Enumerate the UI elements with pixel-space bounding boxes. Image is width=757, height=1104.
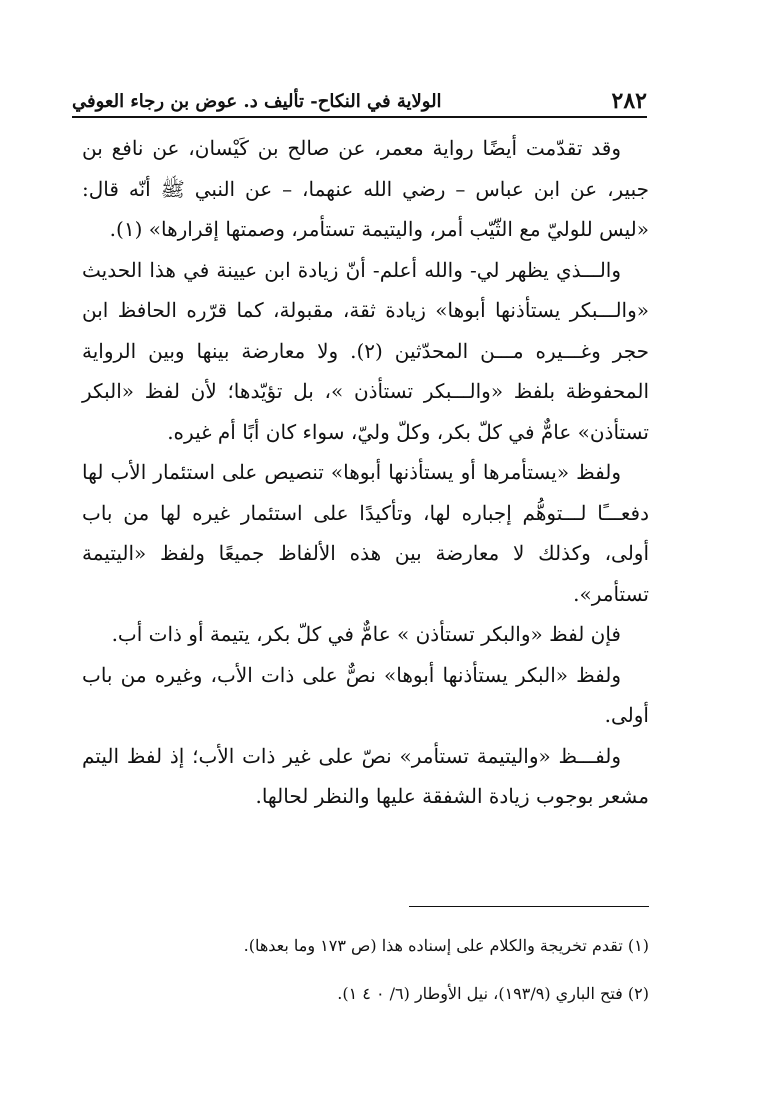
text-line: مشعر بوجوب زيادة الشفقة عليها والنظر لحالها. — [255, 784, 649, 808]
text-line: «والـــبكر يستأذنها أبوها» زيادة ثقة، مقبولة، كما قرّره الحافظ ابن حجر — [82, 298, 649, 363]
text-line: ولفظ «يستأمرها أو يستأذنها أبوها» تنصيص على استئمار الأب لها — [82, 460, 621, 484]
text-line: وقد تقدّمت أيضًا رواية معمر، عن صالح بن كَيْسان، عن نافع بن — [82, 136, 621, 160]
page-number: ٢٨٢ — [611, 88, 647, 114]
text-line: وكذلك لا معارضة بين هذه الألفاظ جميعًا ولفظ «اليتيمة تستأمر». — [82, 541, 649, 606]
text-line: دفعـــًا لـــتوهُّم إجباره لها، وتأكيدًا على استئمار غيره لها من باب أولى، — [82, 500, 649, 565]
header-title: الولاية في النكاح- تأليف د. عوض بن رجاء العوفي — [72, 90, 442, 112]
text-line: فإن لفظ «والبكر تستأذن » عامٌّ في كلّ بكر، يتيمة أو ذات أب. — [111, 622, 621, 646]
paragraph-3 — [82, 452, 649, 614]
header-rule — [72, 116, 647, 118]
text-line: للوليّ مع الثّيّب أمر، واليتيمة تستأمر، وصمتها إقرارها» (١). — [109, 217, 593, 241]
footnotes — [82, 922, 649, 1018]
running-header — [72, 84, 647, 118]
text-line: جبير، عن ابن عباس – رضي الله عنهما، – عن النبي ﷺ أنّه قال: «ليس — [82, 176, 649, 241]
main-text — [82, 128, 649, 817]
footnote-2: (٢) فتح الباري (١٩٣/٩)، نيل الأوطار (٦/ ٠ ٤ ١). — [337, 984, 649, 1003]
paragraph-4 — [82, 614, 649, 655]
footnote-1: (١) تقدم تخريجة والكلام على إسناده هذا (ص ١٧٣ وما بعدها). — [243, 936, 649, 955]
text-line: أولى. — [604, 703, 649, 727]
paragraph-1 — [82, 128, 649, 250]
text-line: «والـــبكر تستأذن »، بل تؤيّدها؛ لأن لفظ «البكر تستأذن» عامٌّ في كلّ — [82, 379, 649, 444]
paragraph-6 — [82, 736, 649, 817]
text-line: ولفـــظ «واليتيمة تستأمر» نصّ على غير ذات الأب؛ إذ لفظ اليتم — [82, 743, 621, 768]
text-line: والـــذي يظهر لي- والله أعلم- أنّ زيادة ابن عيينة في هذا الحديث — [82, 257, 622, 282]
text-line: ولفظ «البكر يستأذنها أبوها» نصٌّ على ذات الأب، وغيره من باب — [82, 662, 621, 687]
paragraph-2 — [82, 250, 649, 453]
text-line: وغـــيره مـــن المحدّثين (٢). ولا معارضة بينها وبين الرواية المحفوظة بلفظ — [82, 338, 650, 403]
paragraph-5 — [82, 655, 649, 736]
text-line: بكر، وكلّ وليّ، سواء كان أبًا أم غيره. — [167, 419, 471, 444]
footnote-separator — [409, 906, 649, 907]
